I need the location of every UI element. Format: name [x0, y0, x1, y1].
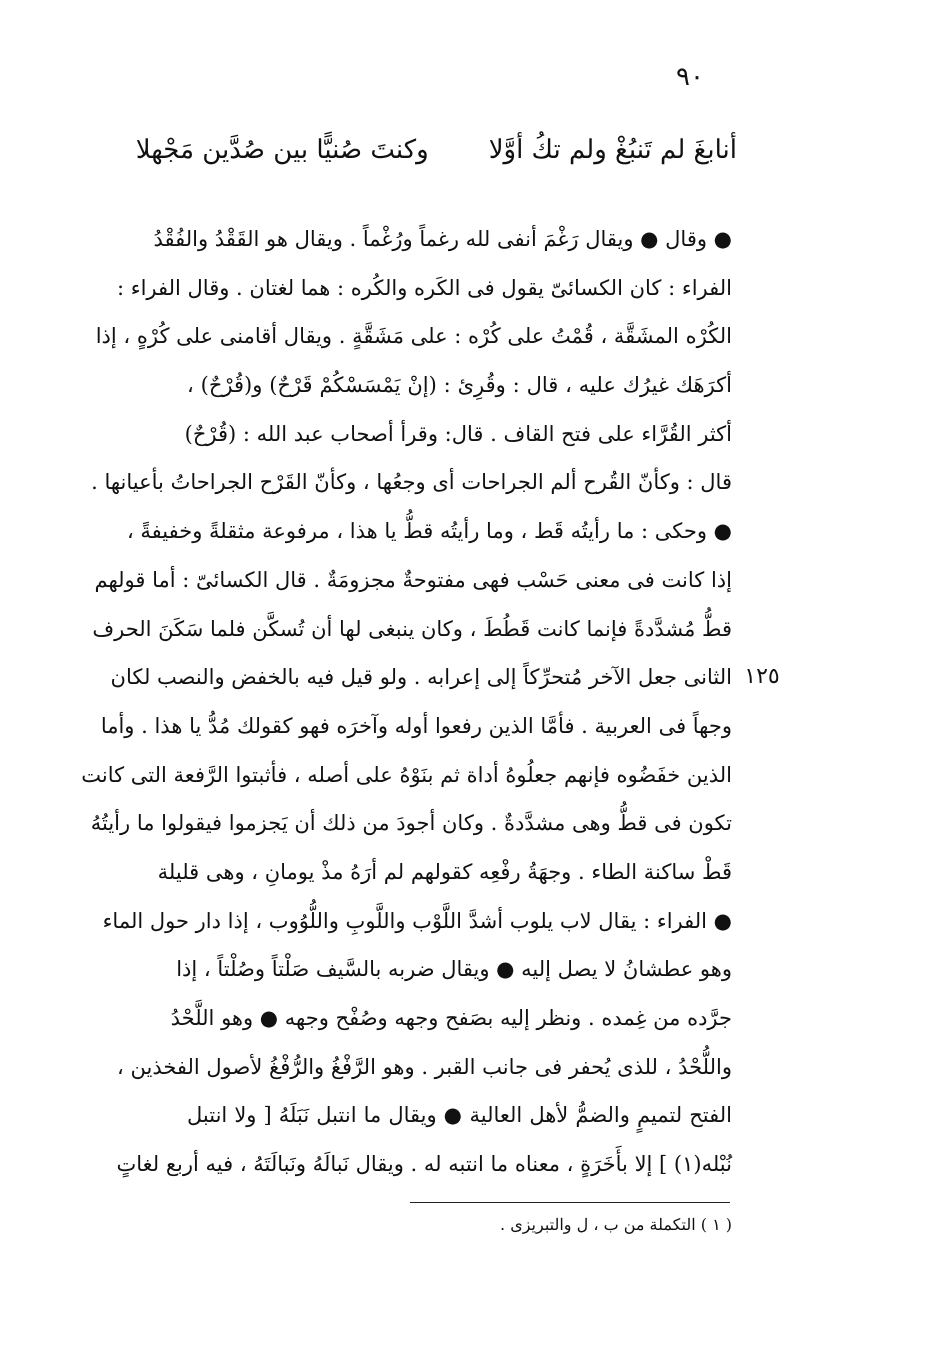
text-line: وجهاً فى العربية . فأمَّا الذين رفعوا أوله وآخرَه فهو كقولك مُدُّ يا هذا . وأما [100, 713, 732, 738]
margin-line-number: ١٢٥ [744, 664, 780, 689]
verse-first-hemistich: أنابغَ لم تَنبُغْ ولم تكُ أوَّلا [488, 135, 737, 165]
body-text [81, 215, 733, 1189]
text-line: أكثر القُرَّاء على فتح القاف . قال: وقرأ أصحاب عبد الله : (قُرْحٌ) [184, 421, 732, 446]
text-line: قَطْ ساكنة الطاء . وجهَةُ رفْعِه كقولهم لم أرَهُ مذْ يومانِ ، وهى قليلة [157, 859, 732, 884]
text-line: جرَّده من غِمده . ونظر إليه بصَفح وجهه وصُفْح وجهه ● وهو اللَّحْدُ [170, 1006, 732, 1030]
text-line: أكرَهَك غيرُك عليه ، قال : وقُرِئ : (إنْ يَمْسَسْكُمْ قَرْحٌ) و(قُرْحٌ) ، [187, 373, 732, 398]
text-line: الثانى جعل الآخر مُتحرِّكاً إلى إعرابه . ولو قيل فيه بالخفض والنصب لكان [110, 665, 732, 690]
text-line: الفراء : كان الكسائىّ يقول فى الكَره والكُره : هما لغتان . وقال الفراء : [116, 275, 732, 300]
text-line: ● وحكى : ما رأيتُه قَط ، وما رأيتُه قطُّ يا هذا ، مرفوعة مثقلةً وخفيفةً ، [126, 519, 732, 544]
footnote: ( ١ ) التكملة من ب ، ل والتبريزى . [500, 1215, 732, 1234]
text-line: الفتح لتميمٍ والضمُّ لأهل العالية ● ويقال ما انتبل نَبَلَهُ [ ولا انتبل [187, 1103, 733, 1128]
page-number: ٩٠ [676, 62, 704, 92]
poem-verse [117, 130, 737, 170]
text-line: ● وقال ● ويقال رَغْمَ أنفى لله رغماً ورُغْماً . ويقال هو القَقْدُ والفُقْدُ [153, 227, 732, 251]
text-line: إذا كانت فى معنى حَسْب فهى مفتوحةٌ مجزومَةٌ . قال الكسائىّ : أما قولهم [94, 567, 732, 592]
text-line: الكُرْه المشَقَّة ، قُمْتُ على كُرْه : على مَشَقَّةٍ . ويقال أقامنى على كُرْهٍ ، إذا [95, 324, 732, 349]
text-line: الذين خفَضُوه فإنهم جعلُوهُ أداة ثم بنَوْهُ على أصله ، فأثبتوا الرَّفعة التى كانت [81, 762, 732, 787]
text-line: قطُّ مُشدَّدةً فإنما كانت قَطُطَ ، وكان ينبغى لها أن تُسكَّن فلما سَكَنَ الحرف [92, 616, 732, 641]
text-line: قال : وكأنّ القُرح ألم الجراحات أى وجعُها ، وكأنّ القَرْح الجراحاتُ بأعيانها . [91, 470, 732, 495]
text-line: تكون فى قطُّ وهى مشدَّدةٌ . وكان أجودَ من ذلك أن يَجزموا فيقولوا ما رأيتُهُ [90, 811, 732, 836]
text-line: وهو عطشانُ لا يصل إليه ● ويقال ضربه بالسَّيف صَلْتاً وصُلْتاً ، إذا [176, 957, 732, 982]
footnote-separator [410, 1202, 730, 1203]
verse-second-hemistich: وكنتَ صُنيًّا بين صُدَّين مَجْهلا [135, 135, 429, 165]
text-line: نُبْله(١) ] إلا بأَخَرَةٍ ، معناه ما انتبه له . ويقال نَبالَهُ ونَبالَتَهُ ، فيه أربع لغاتٍ [116, 1152, 732, 1177]
text-line: واللُّحْدُ ، للذى يُحفر فى جانب القبر . وهو الرَّفْغُ والرُّفْغُ لأصول الفخذين ، [117, 1054, 732, 1079]
text-line: ● الفراء : يقال لاب يلوب أشدَّ اللَّوْب واللَّوبِ واللُّوُوب ، إذا دار حول الماء [102, 908, 732, 933]
